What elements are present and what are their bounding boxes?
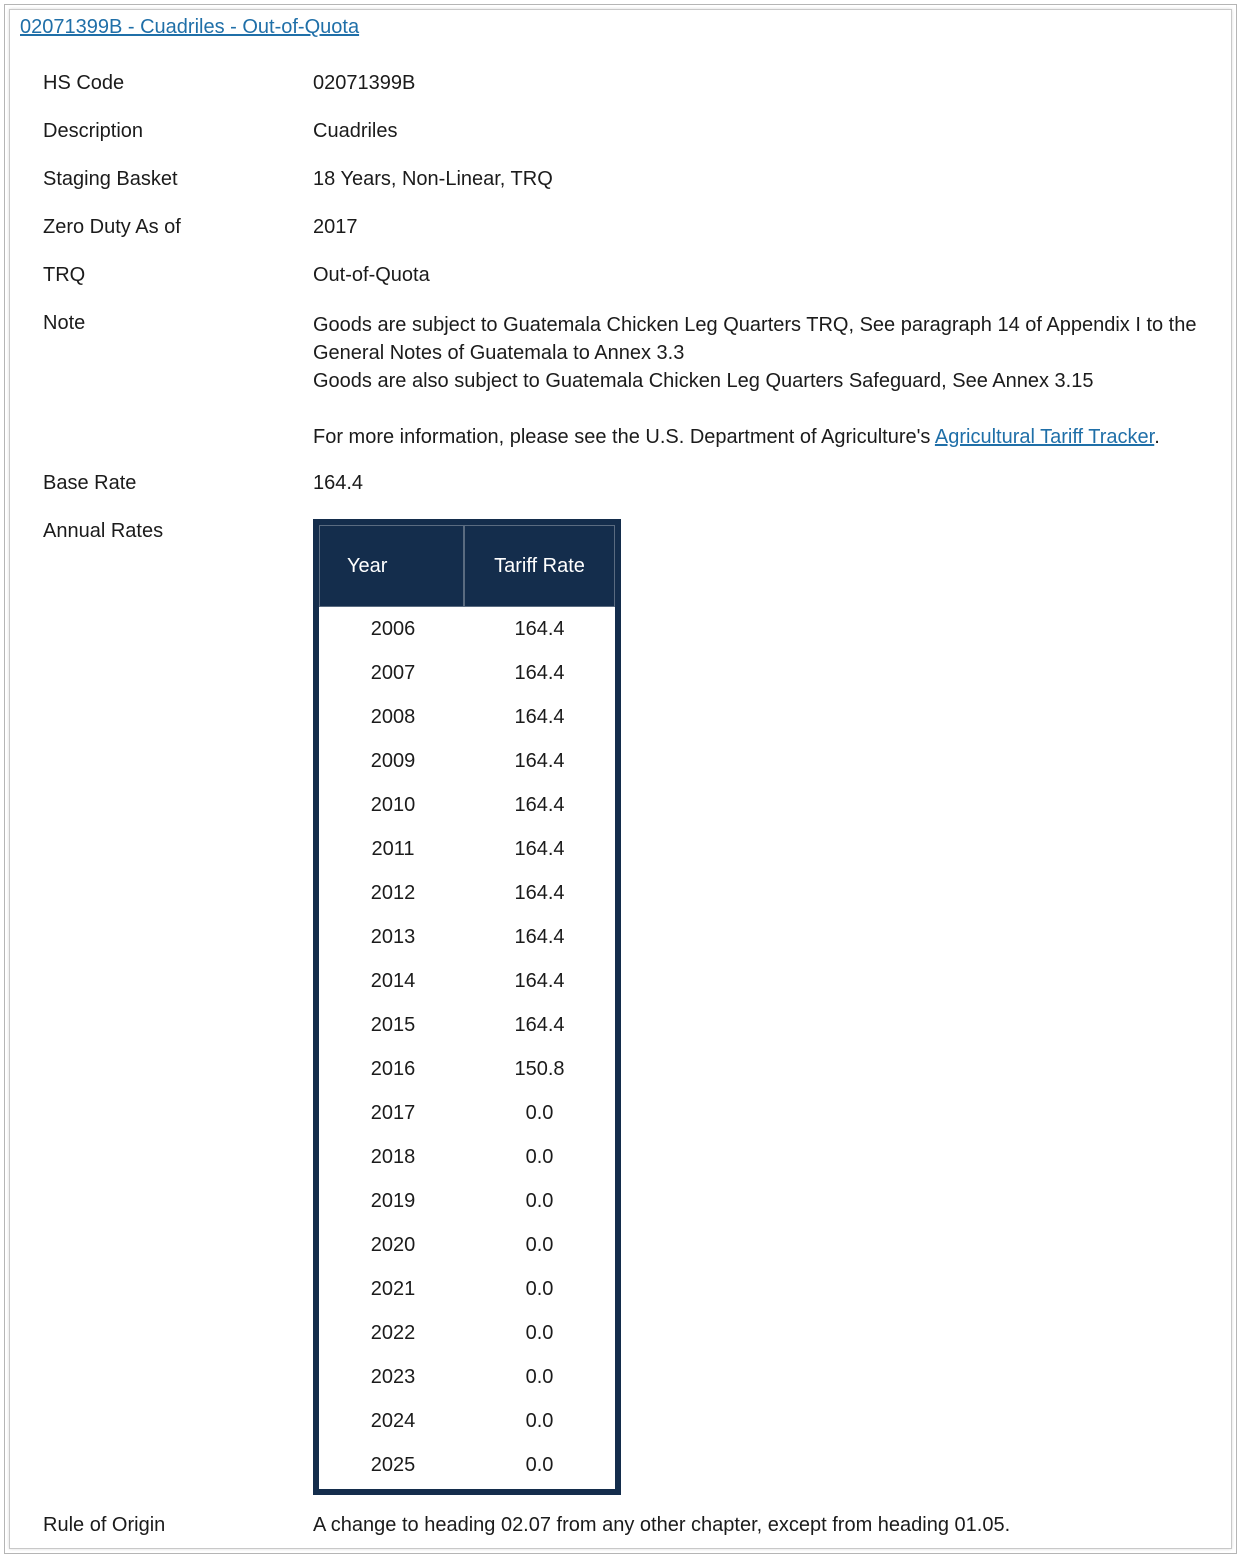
rule-of-origin-label: Rule of Origin	[43, 1514, 166, 1536]
base-rate-label: Base Rate	[43, 472, 137, 494]
note-line-3: Goods are also subject to Guatemala Chicken Leg Quarters Safeguard, See Annex 3.15	[313, 370, 1094, 392]
rate-cell: 164.4	[514, 925, 565, 948]
rate-cell: 164.4	[514, 705, 565, 728]
rate-cell: 150.8	[514, 1057, 565, 1080]
rule-of-origin-value: A change to heading 02.07 from any other chapter, except from heading 01.05.	[313, 1514, 1011, 1536]
table-row	[319, 1355, 615, 1399]
rate-cell: 0.0	[525, 1145, 554, 1168]
year-cell: 2016	[370, 1057, 416, 1080]
table-header-row	[319, 525, 615, 607]
table-rows	[319, 607, 615, 1487]
year-cell: 2023	[370, 1365, 416, 1388]
year-cell: 2009	[370, 749, 416, 772]
table-row	[319, 1223, 615, 1267]
table-row	[319, 915, 615, 959]
table-row	[319, 1443, 615, 1487]
note-more-info	[313, 423, 1197, 451]
table-row	[319, 871, 615, 915]
table-row	[319, 783, 615, 827]
year-cell: 2008	[370, 705, 416, 728]
year-cell: 2006	[370, 617, 416, 640]
note-value	[313, 311, 1197, 451]
more-info-suffix: .	[1154, 426, 1160, 448]
agricultural-tariff-tracker-link[interactable]: Agricultural Tariff Tracker	[934, 426, 1155, 448]
note-label: Note	[43, 312, 86, 334]
trq-value: Out-of-Quota	[313, 264, 430, 286]
description-label: Description	[43, 120, 144, 142]
rate-cell: 164.4	[514, 793, 565, 816]
note-line-2: General Notes of Guatemala to Annex 3.3	[313, 342, 685, 364]
zero-duty-value: 2017	[313, 216, 358, 238]
note-blank-line	[313, 395, 1197, 423]
tariff-line-title-link[interactable]: 02071399B - Cuadriles - Out-of-Quota	[20, 16, 360, 38]
year-cell: 2012	[370, 881, 416, 904]
rate-cell: 164.4	[514, 749, 565, 772]
base-rate-value: 164.4	[313, 472, 364, 494]
year-cell: 2019	[370, 1189, 416, 1212]
hs-code-value: 02071399B	[313, 72, 416, 94]
year-cell: 2017	[370, 1101, 416, 1124]
year-cell: 2021	[370, 1277, 416, 1300]
note-line-1: Goods are subject to Guatemala Chicken Leg Quarters TRQ, See paragraph 14 of Appendix I to the	[313, 314, 1197, 336]
tariff-rate-column-header: Tariff Rate	[464, 525, 615, 607]
rate-cell: 164.4	[514, 661, 565, 684]
year-cell: 2011	[371, 837, 415, 860]
table-row	[319, 827, 615, 871]
rate-cell: 164.4	[514, 881, 565, 904]
table-row	[319, 1399, 615, 1443]
rate-cell: 0.0	[525, 1277, 554, 1300]
staging-basket-label: Staging Basket	[43, 168, 178, 190]
rate-cell: 164.4	[514, 1013, 565, 1036]
table-row	[319, 1047, 615, 1091]
year-cell: 2025	[370, 1453, 416, 1476]
trq-label: TRQ	[43, 264, 86, 286]
table-row	[319, 1135, 615, 1179]
rate-cell: 0.0	[525, 1189, 554, 1212]
year-cell: 2010	[370, 793, 416, 816]
rate-cell: 0.0	[525, 1233, 554, 1256]
year-cell: 2018	[370, 1145, 416, 1168]
table-row	[319, 607, 615, 651]
table-row	[319, 1091, 615, 1135]
hs-code-label: HS Code	[43, 72, 125, 94]
rate-cell: 164.4	[514, 969, 565, 992]
rate-cell: 0.0	[525, 1453, 554, 1476]
year-column-header: Year	[319, 525, 464, 607]
rate-cell: 164.4	[514, 617, 565, 640]
more-info-prefix: For more information, please see the U.S. Department of Agriculture's	[313, 426, 935, 448]
zero-duty-label: Zero Duty As of	[43, 216, 181, 238]
description-value: Cuadriles	[313, 120, 398, 142]
table-row	[319, 695, 615, 739]
table-row	[319, 1179, 615, 1223]
year-cell: 2024	[370, 1409, 416, 1432]
year-cell: 2013	[370, 925, 416, 948]
year-cell: 2007	[370, 661, 416, 684]
year-cell: 2015	[370, 1013, 416, 1036]
table-row	[319, 651, 615, 695]
rate-cell: 0.0	[525, 1101, 554, 1124]
rate-cell: 0.0	[525, 1365, 554, 1388]
year-cell: 2020	[370, 1233, 416, 1256]
staging-basket-value: 18 Years, Non-Linear, TRQ	[313, 168, 553, 190]
year-cell: 2014	[370, 969, 416, 992]
table-row	[319, 1267, 615, 1311]
table-row	[319, 739, 615, 783]
table-row	[319, 959, 615, 1003]
year-cell: 2022	[370, 1321, 416, 1344]
rate-cell: 164.4	[514, 837, 565, 860]
annual-rates-table	[313, 519, 621, 1495]
annual-rates-table-body	[319, 525, 615, 1489]
annual-rates-label: Annual Rates	[43, 520, 164, 542]
rate-cell: 0.0	[525, 1321, 554, 1344]
table-row	[319, 1003, 615, 1047]
table-row	[319, 1311, 615, 1355]
rate-cell: 0.0	[525, 1409, 554, 1432]
